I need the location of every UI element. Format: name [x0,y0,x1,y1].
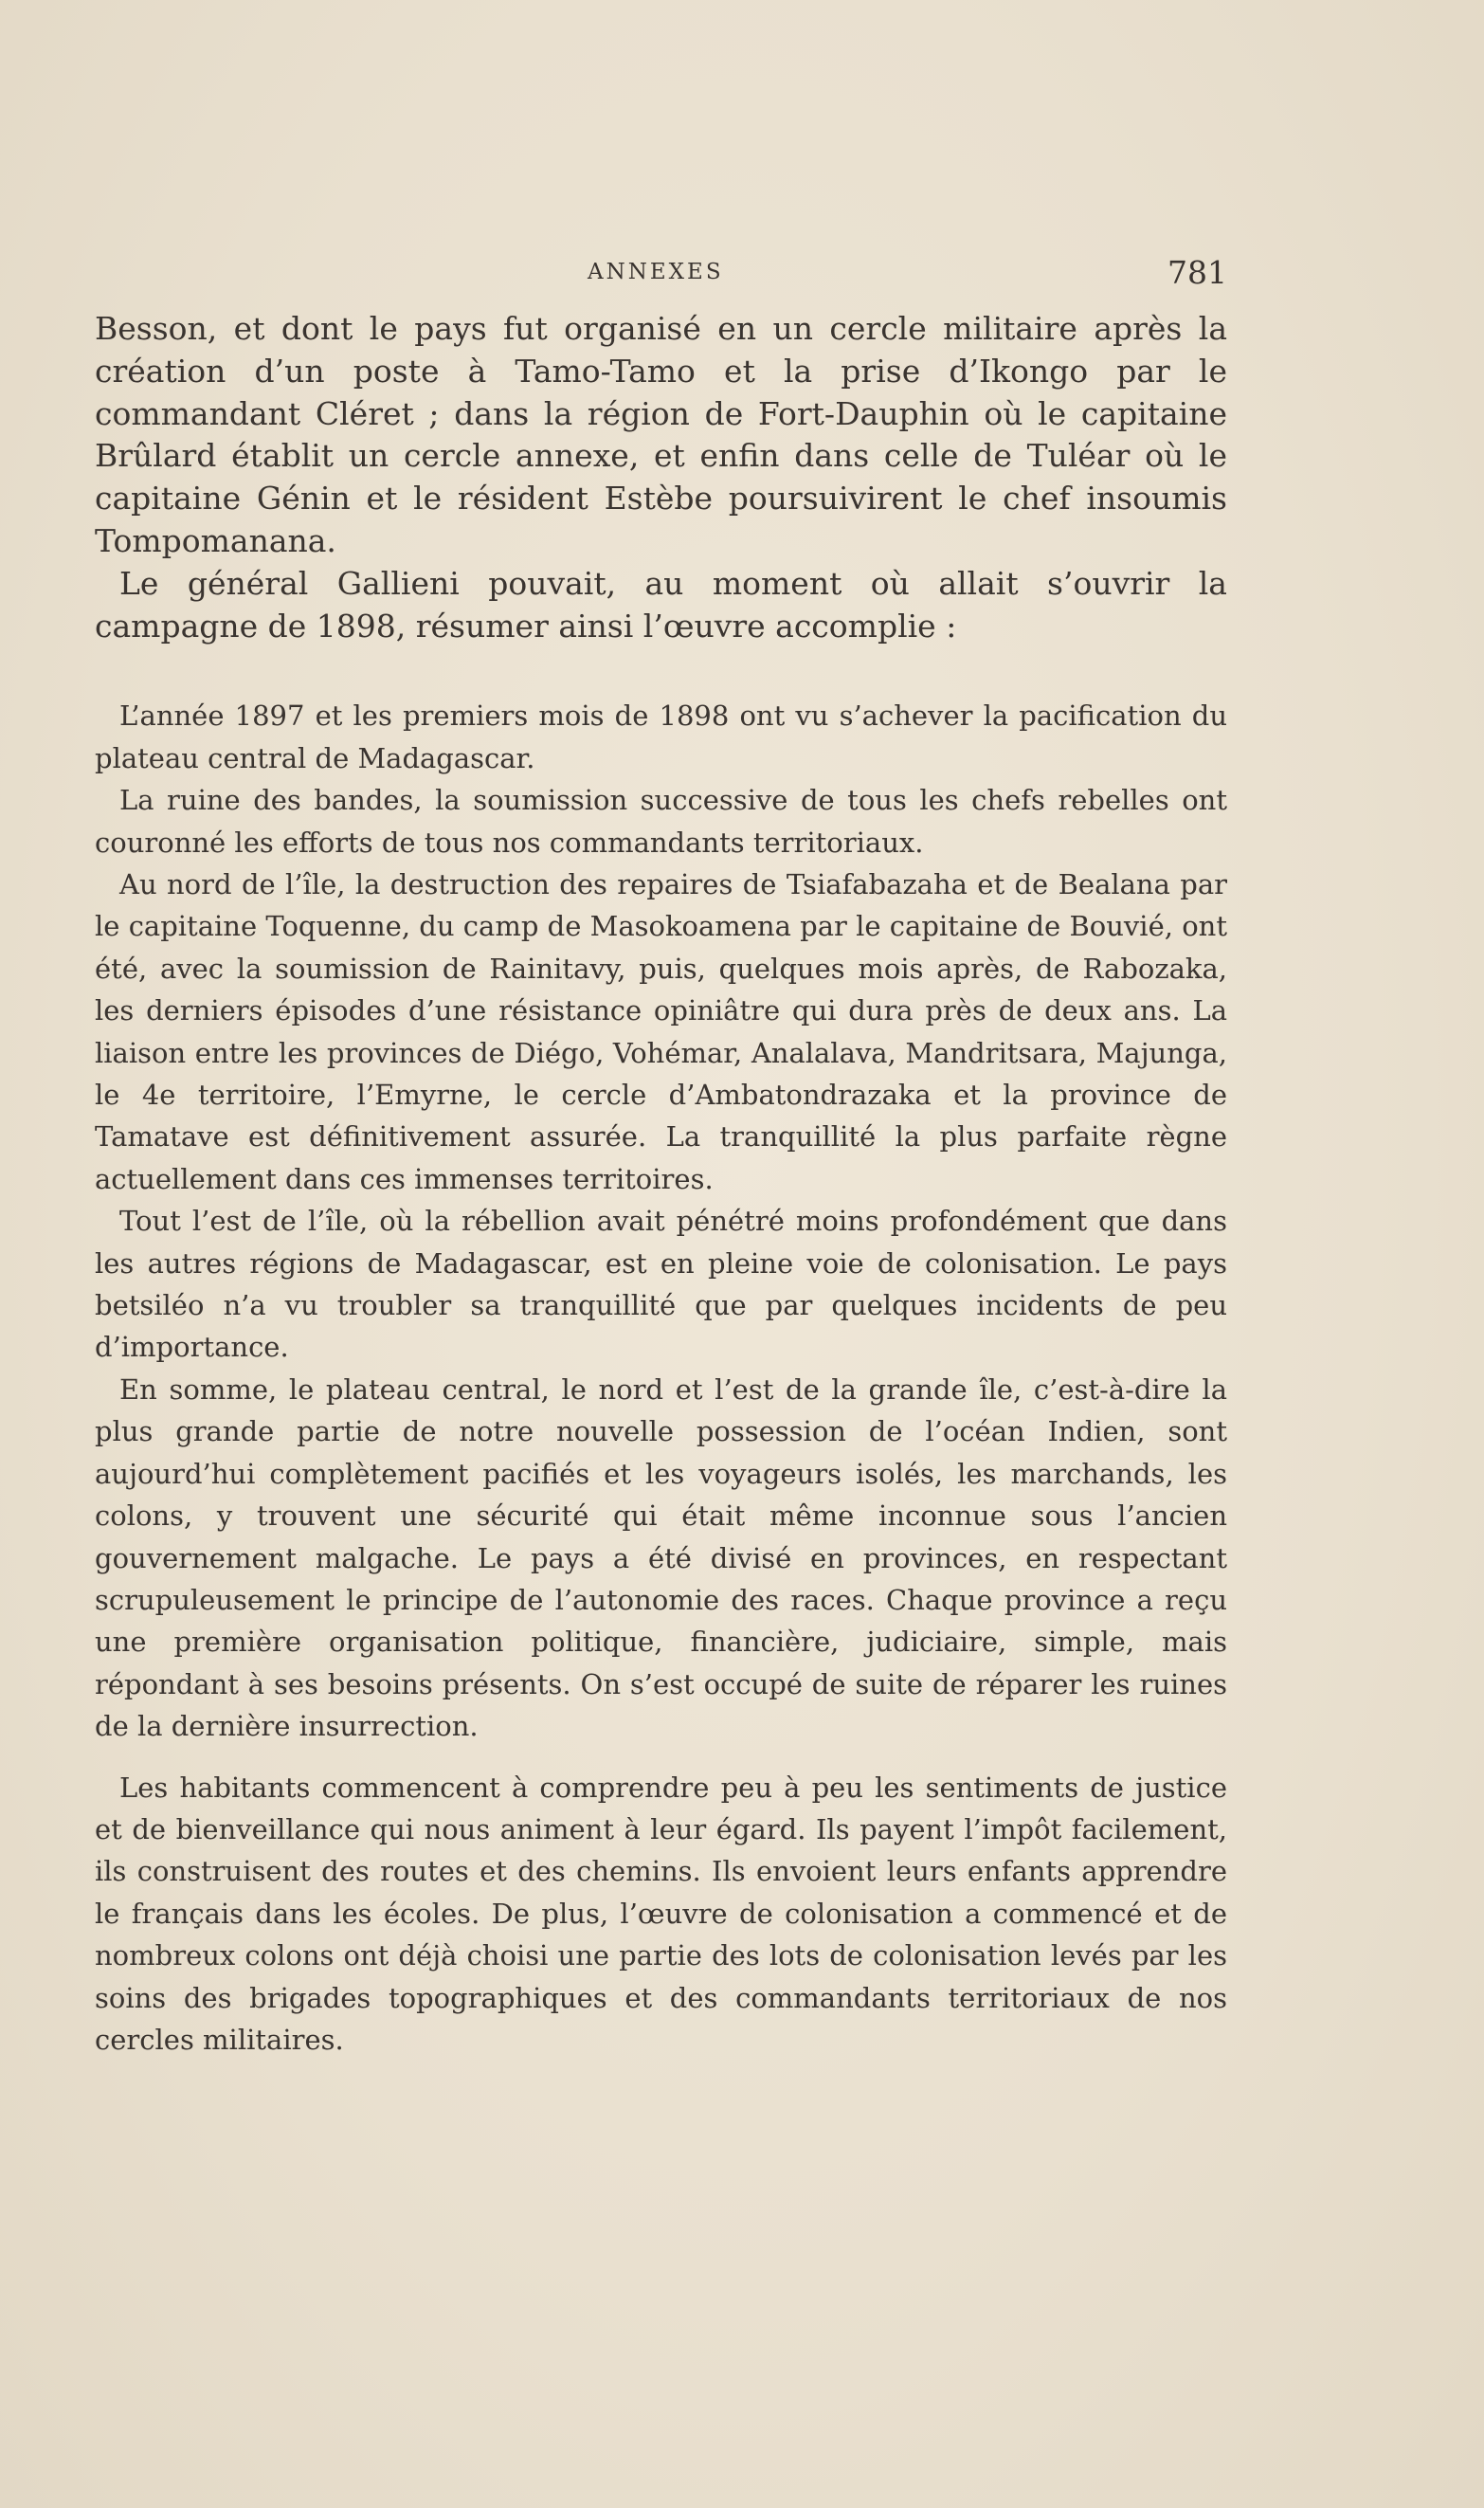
intro-paragraph: Le général Gallieni pouvait, au moment où allait s’ouvrir la campagne de 1898, résumer ainsi l’œuvre accomplie : [95,564,1227,645]
page-number: 781 [1167,254,1227,291]
running-title: ANNEXES [588,260,724,284]
quote-paragraph: Les habitants commencent à comprendre peu à peu les sentiments de justice et de bienveillance qui nous animent à leur égard. Ils payent l’impôt facilement, ils construisent des routes et des chemins. Ils envoient leurs enfants apprendre le français dans les écoles. De plus, l’œuvre de colonisation a commencé et de nombreux colons ont déjà choisi une partie des lots de colonisation levés par les soins des brigades topographiques et des commandants territoriaux de nos cercles militaires. [95,1771,1227,2056]
quote-paragraph: L’année 1897 et les premiers mois de 1898 ont vu s’achever la pacification du plateau central de Madagascar. [95,700,1227,774]
quoted-report [95,695,1227,2061]
quote-paragraph: Tout l’est de l’île, où la rébellion avait pénétré moins profondément que dans les autres régions de Madagascar, est en pleine voie de colonisation. Le pays betsiléo n’a vu troubler sa tranquillité que par quelques incidents de peu d’importance. [95,1205,1227,1364]
quote-paragraph: En somme, le plateau central, le nord et l’est de la grande île, c’est-à-dire la plus grande partie de notre nouvelle possession de l’océan Indien, sont aujourd’hui complètement pacifiés et les voyageurs isolés, les marchands, les colons, y trouvent une sécurité qui était même inconnue sous l’ancien gouvernement malgache. Le pays a été divisé en provinces, en respectant scrupuleusement le principe de l’autonomie des races. Chaque province a reçu une première organisation politique, financière, judiciaire, simple, mais répondant à ses besoins présents. On s’est occupé de suite de réparer les ruines de la dernière insurrection. [95,1372,1227,1743]
intro-paragraph: Besson, et dont le pays fut organisé en un cercle militaire après la création d’un poste à Tamo-Tamo et la prise d’Ikongo par le commandant Cléret ; dans la région de Fort-Dauphin où le capitaine Brûlard établit un cercle annexe, et enfin dans celle de Tuléar où le capitaine Génin et le résident Estèbe poursuivirent le chef insoumis Tompomanana. [95,310,1227,559]
body-text [95,308,1227,2061]
page-header [95,254,1227,301]
quote-paragraph: Au nord de l’île, la destruction des repaires de Tsiafabazaha et de Bealana par le capitaine Toquenne, du camp de Masokoamena par le capitaine de Bouvié, ont été, avec la soumission de Rainitavy, puis, quelques mois après, de Rabozaka, les derniers épisodes d’une résistance opiniâtre qui dura près de deux ans. La liaison entre les provinces de Diégo, Vohémar, Analalava, Mandritsara, Majunga, le 4e territoire, l’Emyrne, le cercle d’Ambatondrazaka et la province de Tamatave est définitivement assurée. La tranquillité la plus parfaite règne actuellement dans ces immenses territoires. [95,868,1227,1195]
quote-paragraph: La ruine des bandes, la soumission successive de tous les chefs rebelles ont couronné les efforts de tous nos commandants territoriaux. [95,784,1227,859]
